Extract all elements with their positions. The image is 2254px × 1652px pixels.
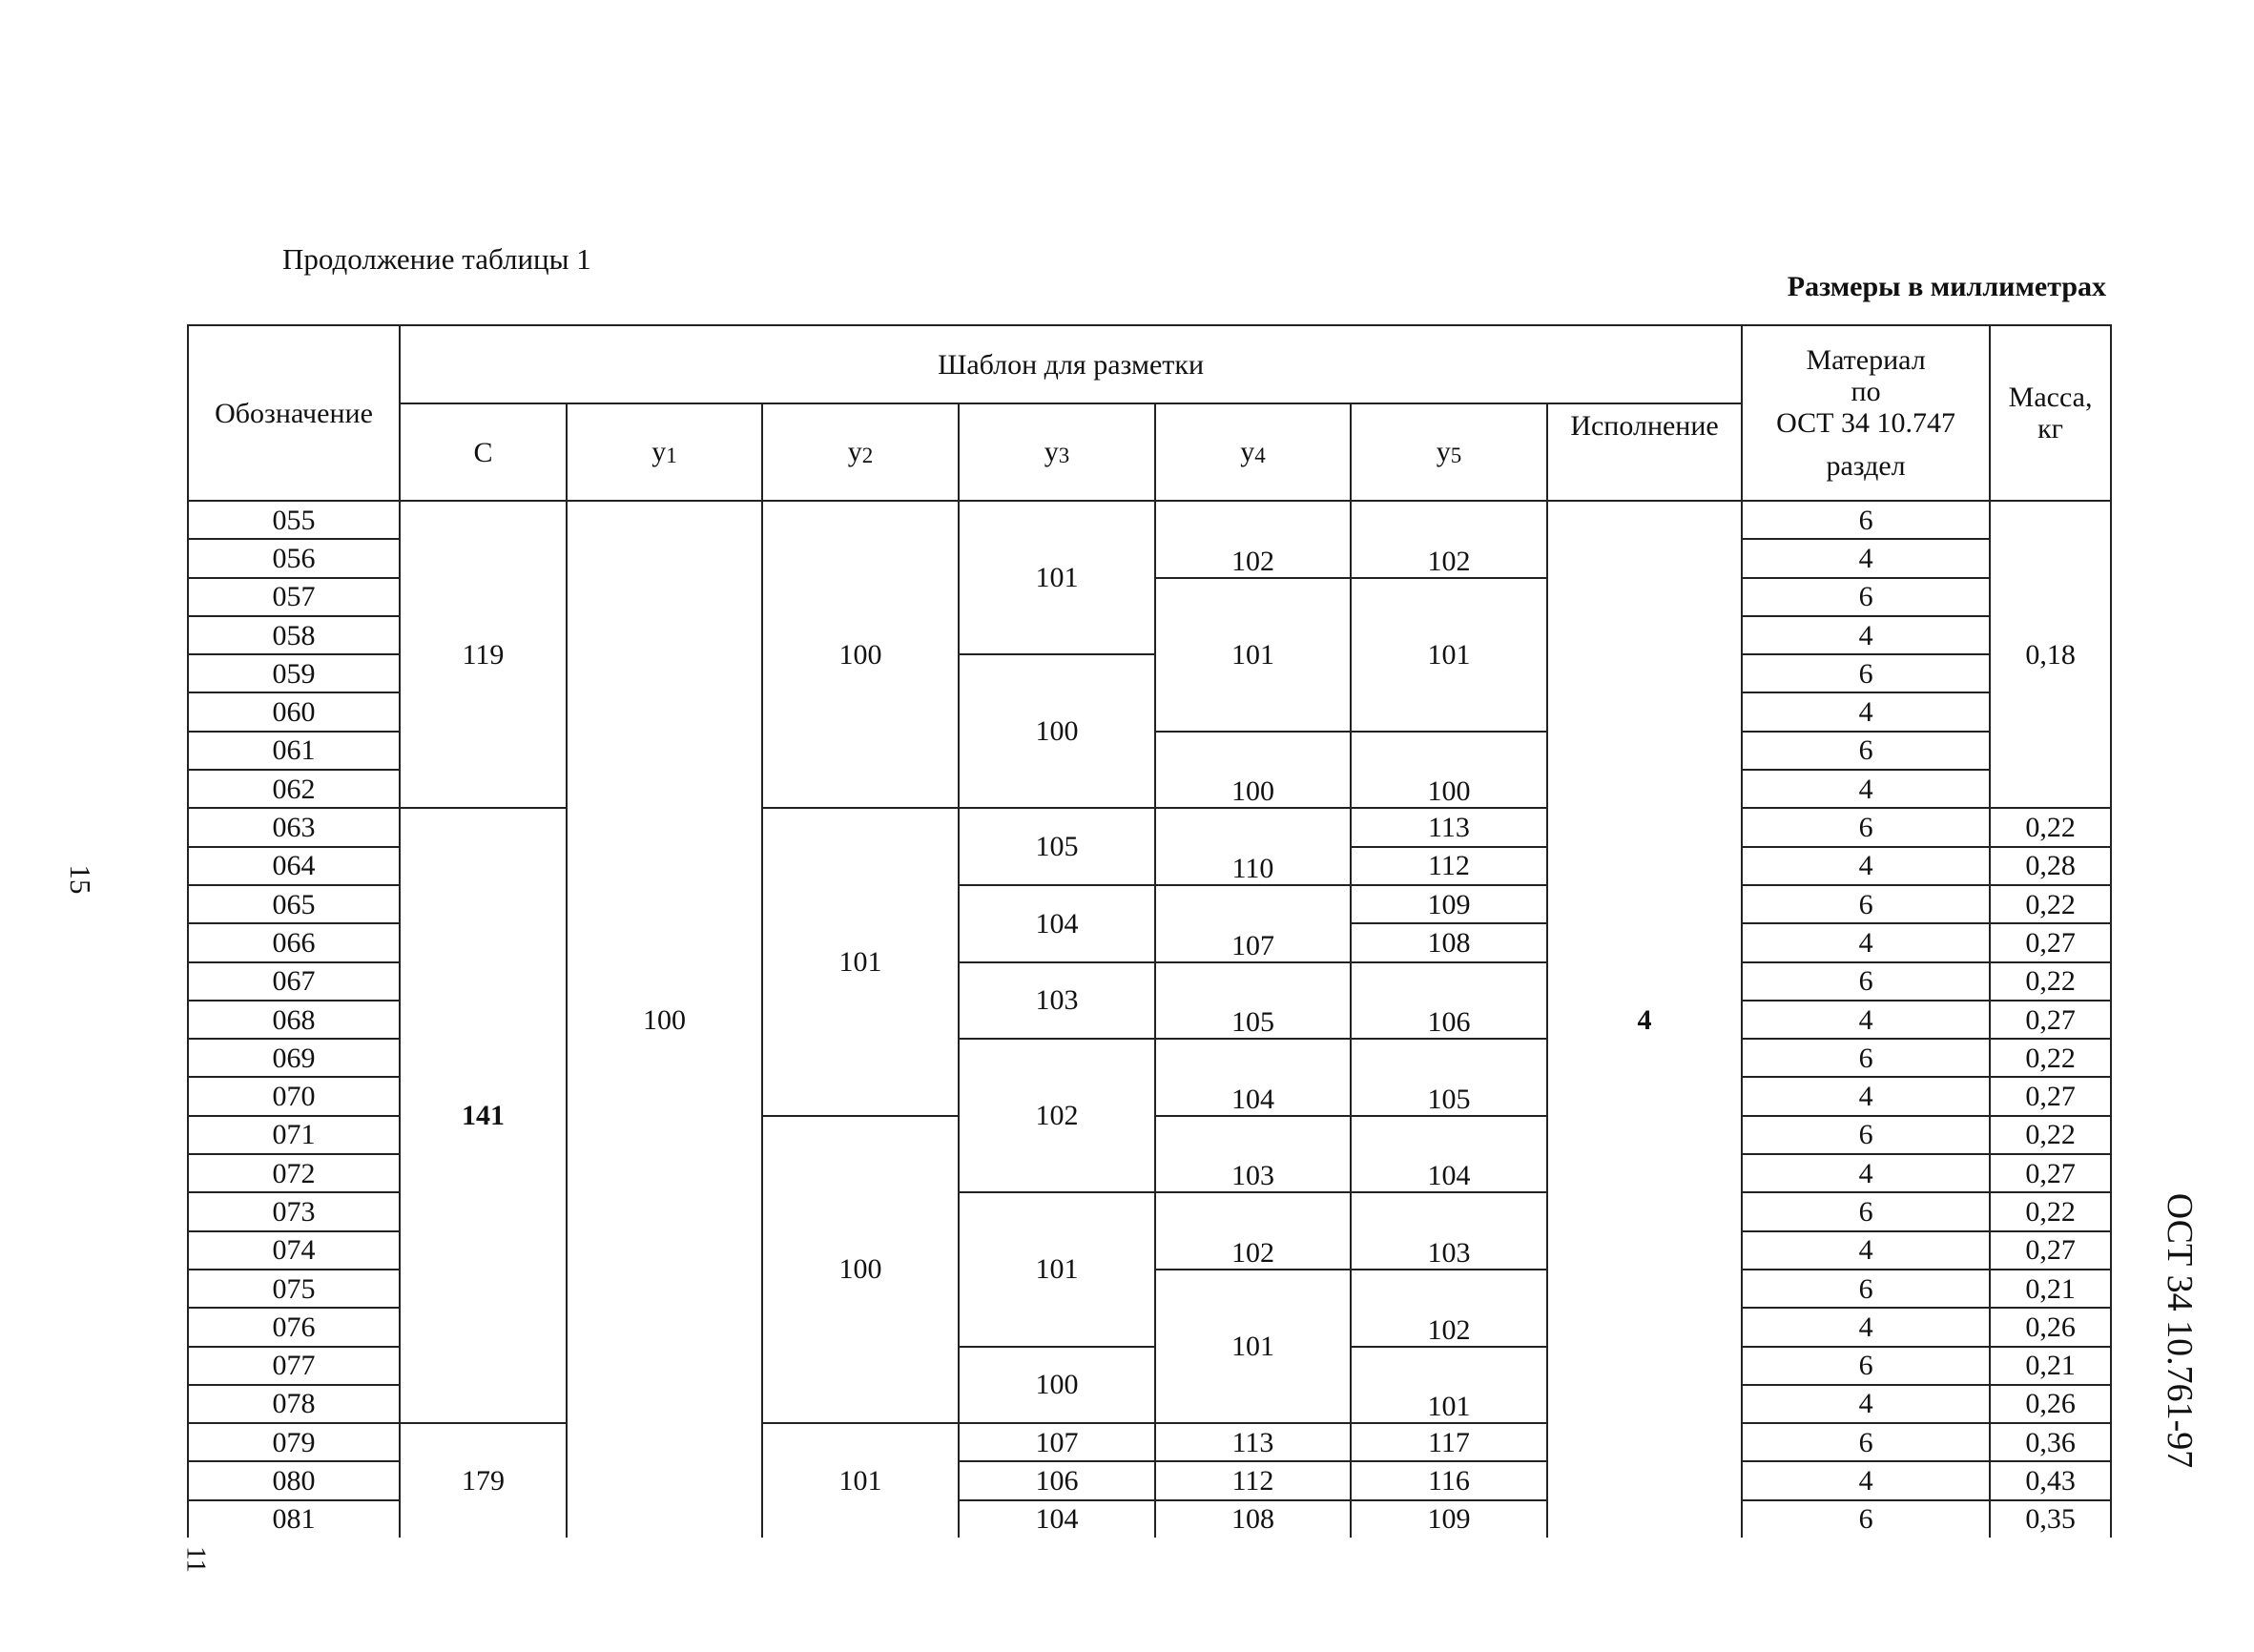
table-row <box>188 1423 2111 1461</box>
table-caption: Продолжение таблицы 1 <box>282 242 591 276</box>
mass-cell: 0,21 <box>1990 1270 2111 1308</box>
material-cell: 4 <box>1742 616 1990 654</box>
designation-cell: 081 <box>188 1500 400 1538</box>
mass-cell: 0,35 <box>1990 1500 2111 1538</box>
y1-cell: 100 <box>567 501 762 1538</box>
mass-cell: 0,27 <box>1990 923 2111 961</box>
header-y4-base: у <box>1240 436 1255 468</box>
material-cell: 4 <box>1742 1461 1990 1499</box>
header-y4 <box>1155 403 1351 501</box>
designation-cell: 062 <box>188 770 400 808</box>
material-cell: 6 <box>1742 1270 1990 1308</box>
header-y1-sub: 1 <box>666 444 677 468</box>
material-cell: 4 <box>1742 1308 1990 1346</box>
y4-cell: 102 <box>1155 501 1351 578</box>
header-y3 <box>959 403 1155 501</box>
material-cell: 6 <box>1742 1500 1990 1538</box>
y5-cell: 116 <box>1351 1461 1547 1499</box>
y2-cell: 100 <box>762 501 959 808</box>
header-y5-sub: 5 <box>1450 444 1462 468</box>
designation-cell: 072 <box>188 1154 400 1192</box>
header-execution: Исполнение <box>1547 403 1742 501</box>
header-designation: Обозначение <box>188 325 400 501</box>
y4-cell: 101 <box>1155 1270 1351 1423</box>
header-mass <box>1990 325 2111 501</box>
designation-cell: 055 <box>188 501 400 539</box>
material-cell: 4 <box>1742 923 1990 961</box>
material-cell: 4 <box>1742 1231 1990 1270</box>
header-template-group: Шаблон для разметки <box>400 325 1742 403</box>
designation-cell: 076 <box>188 1308 400 1346</box>
mass-cell: 0,26 <box>1990 1385 2111 1423</box>
y5-cell: 104 <box>1351 1116 1547 1193</box>
designation-cell: 078 <box>188 1385 400 1423</box>
material-cell: 6 <box>1742 962 1990 1001</box>
mass-cell: 0,22 <box>1990 808 2111 846</box>
material-cell: 6 <box>1742 654 1990 692</box>
y4-cell: 110 <box>1155 808 1351 885</box>
designation-cell: 058 <box>188 616 400 654</box>
page-number-left: 15 <box>64 864 97 895</box>
mass-cell: 0,43 <box>1990 1461 2111 1499</box>
header-y3-sub: 3 <box>1058 444 1070 468</box>
y3-cell: 103 <box>959 962 1155 1040</box>
material-cell: 4 <box>1742 847 1990 885</box>
material-cell: 6 <box>1742 1116 1990 1154</box>
y3-cell: 104 <box>959 885 1155 962</box>
y5-cell: 102 <box>1351 1270 1547 1347</box>
header-y2 <box>762 403 959 501</box>
y2-cell: 101 <box>762 1423 959 1538</box>
header-material-line: Материал <box>1806 344 1926 376</box>
y4-cell: 113 <box>1155 1423 1351 1461</box>
y3-cell: 105 <box>959 808 1155 885</box>
y4-cell: 103 <box>1155 1116 1351 1193</box>
y4-cell: 102 <box>1155 1192 1351 1270</box>
y5-cell: 102 <box>1351 501 1547 578</box>
header-material <box>1742 325 1990 501</box>
header-material-line: по <box>1851 376 1881 407</box>
designation-cell: 057 <box>188 578 400 616</box>
mass-cell: 0,27 <box>1990 1154 2111 1192</box>
designation-cell: 061 <box>188 732 400 770</box>
mass-cell: 0,27 <box>1990 1001 2111 1039</box>
mass-cell: 0,22 <box>1990 885 2111 923</box>
material-cell: 6 <box>1742 1423 1990 1461</box>
mass-cell: 0,22 <box>1990 962 2111 1001</box>
header-y2-base: у <box>847 436 862 468</box>
units-note: Размеры в миллиметрах <box>1787 271 2106 302</box>
material-cell: 6 <box>1742 808 1990 846</box>
designation-cell: 064 <box>188 847 400 885</box>
header-y2-sub: 2 <box>861 444 874 468</box>
material-cell: 6 <box>1742 1347 1990 1385</box>
execution-cell: 4 <box>1547 501 1742 1538</box>
y2-cell: 100 <box>762 1116 959 1423</box>
y5-cell: 117 <box>1351 1423 1547 1461</box>
y5-cell: 109 <box>1351 885 1547 923</box>
designation-cell: 063 <box>188 808 400 846</box>
y4-cell: 100 <box>1155 732 1351 809</box>
header-y5-base: у <box>1436 436 1451 468</box>
header-y1-base: у <box>651 436 667 468</box>
designation-cell: 065 <box>188 885 400 923</box>
mass-cell: 0,28 <box>1990 847 2111 885</box>
material-cell: 4 <box>1742 770 1990 808</box>
material-cell: 6 <box>1742 1039 1990 1077</box>
header-y1 <box>567 403 762 501</box>
designation-cell: 080 <box>188 1461 400 1499</box>
y5-cell: 103 <box>1351 1192 1547 1270</box>
material-cell: 4 <box>1742 1077 1990 1115</box>
y5-cell: 109 <box>1351 1500 1547 1538</box>
header-material-line: ОСТ 34 10.747 <box>1776 407 1955 439</box>
designation-cell: 059 <box>188 654 400 692</box>
y4-cell: 108 <box>1155 1500 1351 1538</box>
table-row <box>188 808 2111 846</box>
material-cell: 6 <box>1742 1192 1990 1230</box>
material-cell: 6 <box>1742 578 1990 616</box>
y4-cell: 107 <box>1155 885 1351 962</box>
y3-cell: 101 <box>959 1192 1155 1346</box>
y3-cell: 101 <box>959 501 1155 654</box>
material-cell: 4 <box>1742 1385 1990 1423</box>
designation-cell: 068 <box>188 1001 400 1039</box>
designation-cell: 073 <box>188 1192 400 1230</box>
table-row <box>188 501 2111 539</box>
mass-cell: 0,21 <box>1990 1347 2111 1385</box>
header-mass-line: Масса, <box>2008 382 2093 413</box>
y4-cell: 104 <box>1155 1039 1351 1116</box>
y4-cell: 105 <box>1155 962 1351 1040</box>
material-cell: 4 <box>1742 1001 1990 1039</box>
header-material-line: раздел <box>1826 450 1906 482</box>
mass-cell: 0,18 <box>1990 501 2111 808</box>
mass-cell: 0,27 <box>1990 1231 2111 1270</box>
mass-cell: 0,22 <box>1990 1192 2111 1230</box>
c-cell: 141 <box>400 808 567 1423</box>
y5-cell: 105 <box>1351 1039 1547 1116</box>
c-cell: 119 <box>400 501 567 808</box>
designation-cell: 079 <box>188 1423 400 1461</box>
y5-cell: 100 <box>1351 732 1547 809</box>
y2-cell: 101 <box>762 808 959 1115</box>
y5-cell: 101 <box>1351 578 1547 732</box>
designation-cell: 066 <box>188 923 400 961</box>
y3-cell: 100 <box>959 654 1155 808</box>
mass-cell: 0,36 <box>1990 1423 2111 1461</box>
y5-cell: 113 <box>1351 808 1547 846</box>
y5-cell: 106 <box>1351 962 1547 1040</box>
mass-cell: 0,22 <box>1990 1116 2111 1154</box>
y3-cell: 106 <box>959 1461 1155 1499</box>
page-number-bottom: 11 <box>180 1546 212 1573</box>
header-c: С <box>400 403 567 501</box>
designation-cell: 074 <box>188 1231 400 1270</box>
y3-cell: 107 <box>959 1423 1155 1461</box>
header-y5 <box>1351 403 1547 501</box>
y5-cell: 108 <box>1351 923 1547 961</box>
material-cell: 4 <box>1742 1154 1990 1192</box>
designation-cell: 070 <box>188 1077 400 1115</box>
designation-cell: 060 <box>188 692 400 731</box>
c-cell: 179 <box>400 1423 567 1538</box>
y5-cell: 112 <box>1351 847 1547 885</box>
header-y3-base: у <box>1044 436 1059 468</box>
y3-cell: 104 <box>959 1500 1155 1538</box>
material-cell: 4 <box>1742 692 1990 731</box>
material-cell: 6 <box>1742 732 1990 770</box>
designation-cell: 071 <box>188 1116 400 1154</box>
designation-cell: 067 <box>188 962 400 1001</box>
designation-cell: 069 <box>188 1039 400 1077</box>
mass-cell: 0,27 <box>1990 1077 2111 1115</box>
specification-table <box>187 324 2112 1538</box>
designation-cell: 077 <box>188 1347 400 1385</box>
mass-cell: 0,22 <box>1990 1039 2111 1077</box>
material-cell: 6 <box>1742 885 1990 923</box>
y4-cell: 112 <box>1155 1461 1351 1499</box>
y5-cell: 101 <box>1351 1347 1547 1424</box>
header-mass-line: кг <box>2037 413 2063 444</box>
y3-cell: 100 <box>959 1347 1155 1424</box>
document-code: ОСТ 34 10.761-97 <box>2160 1192 2200 1469</box>
y3-cell: 102 <box>959 1039 1155 1192</box>
designation-cell: 075 <box>188 1270 400 1308</box>
material-cell: 4 <box>1742 539 1990 577</box>
mass-cell: 0,26 <box>1990 1308 2111 1346</box>
designation-cell: 056 <box>188 539 400 577</box>
y4-cell: 101 <box>1155 578 1351 732</box>
material-cell: 6 <box>1742 501 1990 539</box>
header-y4-sub: 4 <box>1254 444 1266 468</box>
